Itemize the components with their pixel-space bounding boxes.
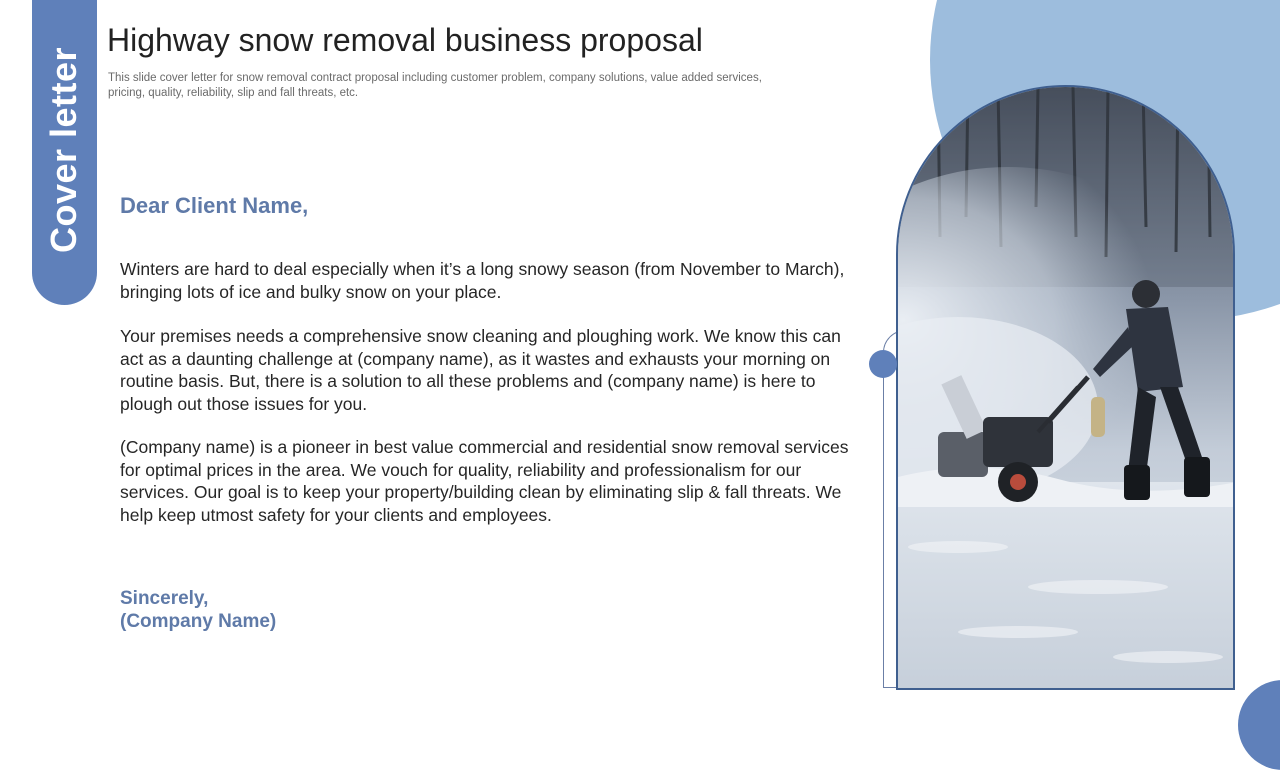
closing-phrase: Sincerely,: [120, 588, 209, 609]
signature: (Company Name): [120, 611, 277, 632]
page-subtitle: This slide cover letter for snow removal contract proposal including customer problem, company solutions, value added services, pricing, quality, reliability, slip and fall threats, etc.: [108, 72, 762, 99]
letter-paragraph-3: (Company name) is a pioneer in best value commercial and residential snow removal services for optimal prices in the area. We vouch for quality, reliability and professionalism for our services. Our goal is to keep your property/building clean by eliminating slip & fall threats. We help keep utmost safety for your clients and employees.: [120, 437, 849, 525]
side-tab-label: Cover letter: [43, 46, 85, 254]
letter-closing: [120, 587, 276, 633]
page-title: Highway snow removal business proposal: [107, 22, 703, 58]
snow-blower-photo: [896, 85, 1235, 690]
accent-dot-decoration: [869, 350, 897, 378]
letter-greeting: Dear Client Name,: [120, 193, 309, 218]
letter-paragraph-1: Winters are hard to deal especially when it’s a long snowy season (from November to March), bringing lots of ice and bulky snow on your place.: [120, 259, 845, 302]
corner-circle-decoration: [1238, 680, 1280, 770]
letter-paragraph-2: Your premises needs a comprehensive snow cleaning and ploughing work. We know this can act as a daunting challenge at (company name), as it wastes and exhausts your morning on routine basis. But, there is a solution to all these problems and (company name) is here to plough out those issues for you.: [120, 326, 841, 414]
snow-blower-illustration: [898, 87, 1235, 690]
side-tab-label-wrapper: [32, 0, 97, 300]
